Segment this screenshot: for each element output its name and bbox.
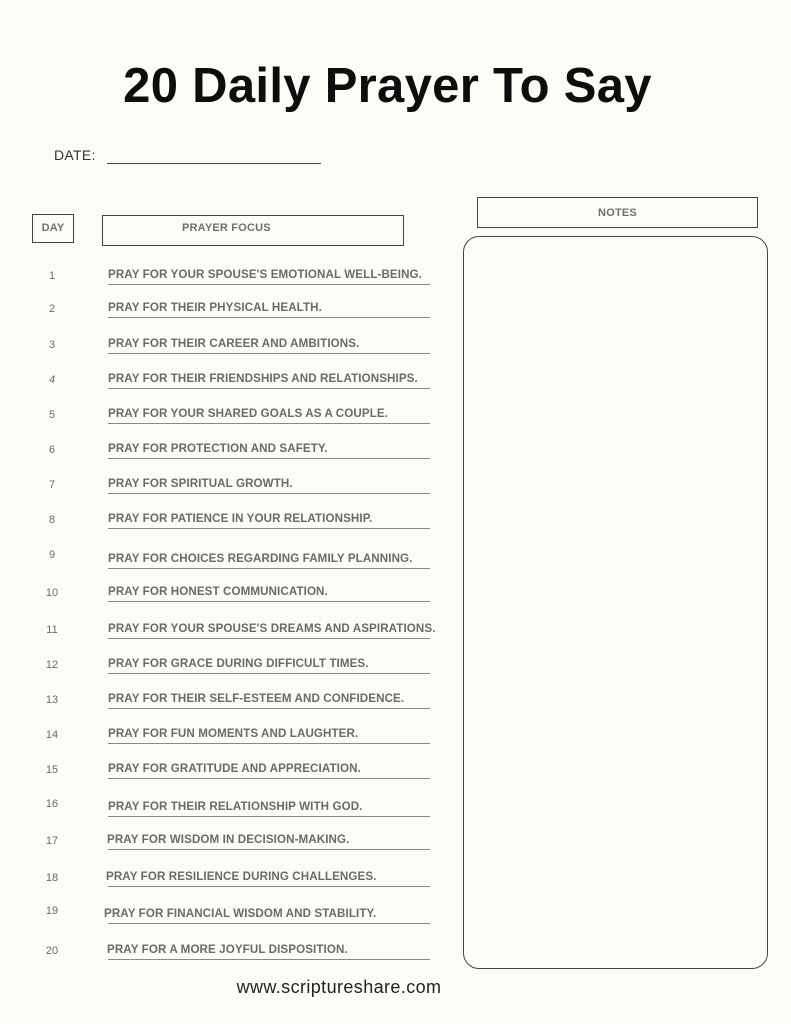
website-link[interactable]: www.scriptureshare.com — [236, 977, 442, 997]
prayer-text: PRAY FOR THEIR SELF-ESTEEM AND CONFIDENCE. — [108, 692, 405, 705]
prayer-text: PRAY FOR YOUR SHARED GOALS AS A COUPLE. — [108, 407, 389, 420]
prayer-text: PRAY FOR THEIR CAREER AND AMBITIONS. — [108, 337, 360, 350]
row-underline — [108, 673, 430, 674]
prayer-text: PRAY FOR THEIR PHYSICAL HEALTH. — [108, 301, 322, 314]
row-underline — [108, 493, 430, 494]
prayer-row — [0, 907, 460, 927]
prayer-row — [0, 727, 460, 747]
prayer-row — [0, 549, 460, 572]
prayer-row — [0, 301, 460, 321]
prayer-text: PRAY FOR YOUR SPOUSE'S DREAMS AND ASPIRATIONS. — [108, 622, 436, 635]
row-underline — [108, 388, 430, 389]
date-label: DATE: — [54, 147, 96, 163]
prayer-text: PRAY FOR YOUR SPOUSE'S EMOTIONAL WELL-BEING. — [108, 268, 422, 281]
day-number: 9 — [48, 549, 56, 561]
day-number: 2 — [48, 303, 56, 315]
prayer-text: PRAY FOR A MORE JOYFUL DISPOSITION. — [107, 943, 348, 956]
prayer-row — [0, 943, 460, 963]
prayer-text: PRAY FOR RESILIENCE DURING CHALLENGES. — [106, 870, 377, 883]
day-number: 20 — [45, 945, 59, 957]
row-underline — [108, 923, 430, 924]
row-underline — [108, 601, 430, 602]
row-underline — [108, 638, 430, 639]
prayer-row — [0, 442, 460, 462]
day-number: 5 — [48, 409, 56, 421]
row-underline — [108, 708, 430, 709]
prayer-row — [0, 512, 460, 532]
row-underline — [108, 778, 430, 779]
prayer-text: PRAY FOR PROTECTION AND SAFETY. — [108, 442, 328, 455]
prayer-text: PRAY FOR CHOICES REGARDING FAMILY PLANNING. — [108, 552, 413, 565]
row-underline — [108, 423, 430, 424]
row-underline — [108, 849, 430, 850]
prayer-focus-column-header: PRAYER FOCUS — [102, 215, 404, 246]
row-underline — [108, 743, 430, 744]
date-field-line[interactable] — [107, 163, 321, 164]
prayer-text: PRAY FOR FUN MOMENTS AND LAUGHTER. — [108, 727, 359, 740]
row-underline — [108, 528, 430, 529]
prayer-row — [0, 477, 460, 497]
day-number: 15 — [45, 764, 59, 776]
prayer-text: PRAY FOR WISDOM IN DECISION-MAKING. — [107, 833, 350, 846]
prayer-text: PRAY FOR SPIRITUAL GROWTH. — [108, 477, 293, 490]
day-number: 18 — [45, 872, 59, 884]
prayer-row — [0, 870, 460, 890]
prayer-text: PRAY FOR THEIR RELATIONSHIP WITH GOD. — [108, 800, 363, 813]
day-number: 17 — [45, 835, 59, 847]
prayer-row — [0, 268, 460, 288]
prayer-row — [0, 622, 460, 642]
day-column-header: DAY — [32, 214, 74, 243]
day-number: 3 — [48, 339, 56, 351]
prayer-text: PRAY FOR PATIENCE IN YOUR RELATIONSHIP. — [108, 512, 373, 525]
day-number: 16 — [45, 798, 59, 810]
day-number: 4 — [48, 374, 56, 386]
prayer-row — [0, 657, 460, 677]
prayer-row — [0, 800, 460, 820]
prayer-text: PRAY FOR THEIR FRIENDSHIPS AND RELATIONSHIPS. — [108, 372, 418, 385]
prayer-text: PRAY FOR GRATITUDE AND APPRECIATION. — [108, 762, 361, 775]
prayer-row — [0, 337, 460, 357]
day-number: 7 — [48, 479, 56, 491]
row-underline — [108, 458, 430, 459]
notes-area[interactable] — [463, 236, 768, 969]
day-number: 13 — [45, 694, 59, 706]
day-number: 6 — [48, 444, 56, 456]
day-number: 11 — [46, 624, 58, 636]
page-title: 20 Daily Prayer To Say — [123, 59, 652, 113]
notes-header: NOTES — [477, 197, 758, 228]
row-underline — [108, 353, 430, 354]
prayer-text: PRAY FOR FINANCIAL WISDOM AND STABILITY. — [104, 907, 377, 920]
prayer-row — [0, 372, 460, 392]
day-number: 14 — [45, 729, 59, 741]
row-underline — [108, 317, 430, 318]
day-number: 8 — [48, 514, 56, 526]
prayer-row — [0, 833, 460, 853]
row-underline — [108, 816, 430, 817]
prayer-row — [0, 692, 460, 712]
prayer-row — [0, 407, 460, 427]
prayer-text: PRAY FOR GRACE DURING DIFFICULT TIMES. — [108, 657, 369, 670]
row-underline — [108, 886, 430, 887]
day-number: 10 — [45, 587, 59, 599]
row-underline — [108, 959, 430, 960]
row-underline — [108, 284, 430, 285]
day-number: 12 — [45, 659, 59, 671]
day-number: 19 — [45, 905, 59, 917]
prayer-row — [0, 762, 460, 782]
row-underline — [108, 568, 430, 569]
day-number: 1 — [48, 270, 56, 282]
prayer-row — [0, 585, 460, 605]
prayer-text: PRAY FOR HONEST COMMUNICATION. — [108, 585, 328, 598]
